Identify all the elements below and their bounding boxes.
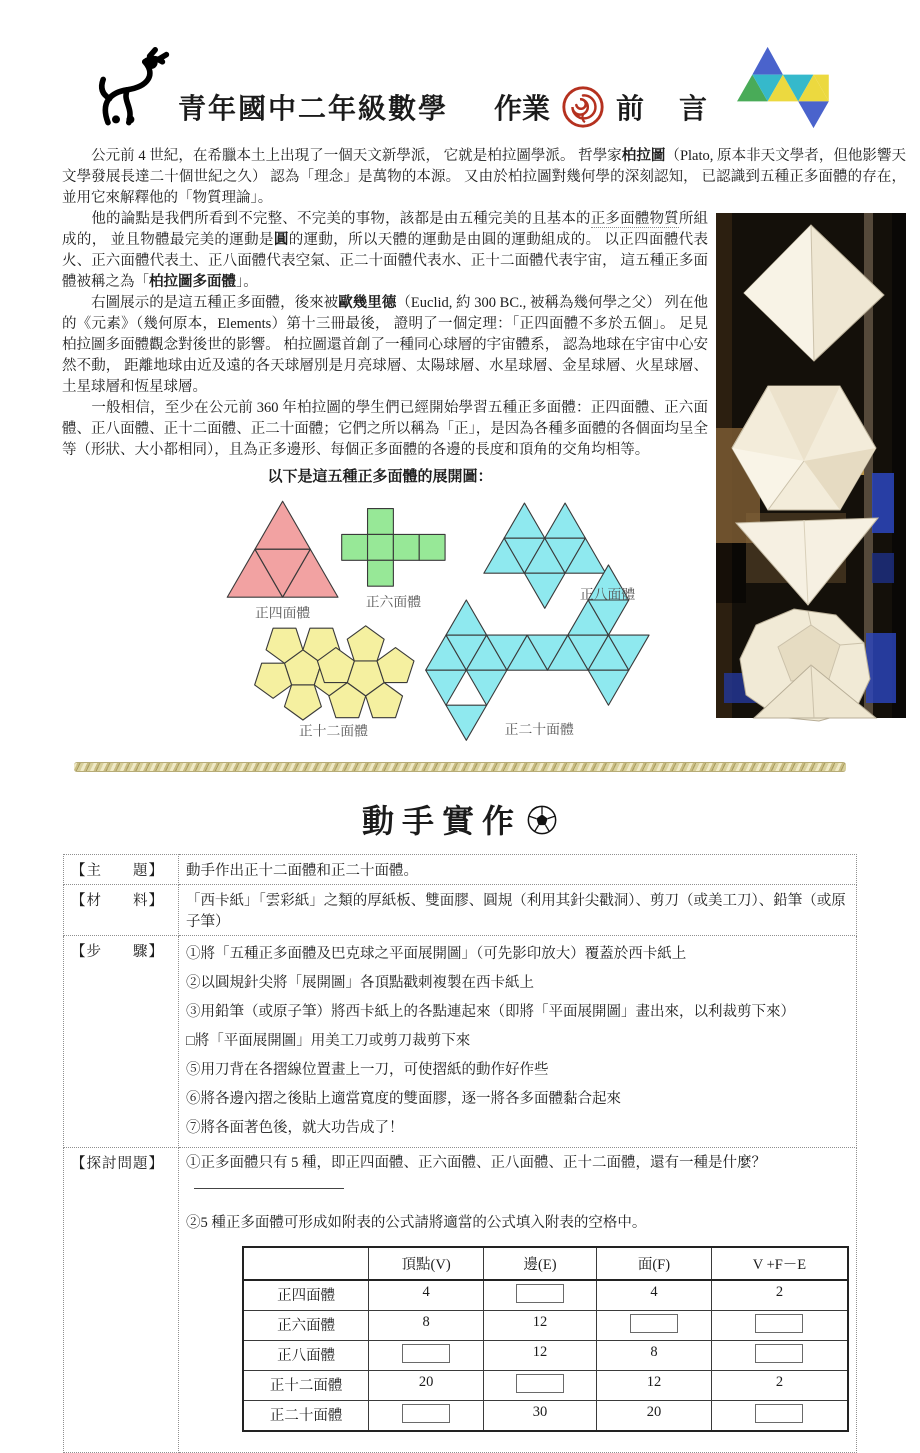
text-segment: （Plato, 原本非天文學者，但他影響天文學發展長達二十個世紀之久） 認為「理念」是萬物的本源。 又由於柏拉圖對幾何學的深刻認知， 已認識到五種正多面體的存在，並用它來解釋他的「物質理論」。 [62,148,907,206]
text-segment: 歐幾里德 [338,295,397,311]
fill-in-box [516,1374,564,1393]
materials-label: 【材 料】 [64,885,179,936]
value-cell: 8 [369,1311,484,1341]
table-row [243,1401,848,1432]
step-item: ⑦將各面著色後，就大功告成了！ [186,1120,404,1136]
fill-in-box [755,1344,803,1363]
row-header: 正二十面體 [243,1401,369,1432]
theme-value: 動手作出正十二面體和正二十面體。 [179,855,857,885]
text-segment: 他的論點是我們所看到不完整、不完美的事物，該都是由五種完美的且基本的 [62,211,591,227]
fill-in-box [755,1314,803,1333]
fill-in-box [402,1404,450,1423]
answer-blank-line [194,1174,344,1189]
red-seal-icon [560,82,606,130]
materials-value: 「西卡紙」「雲彩紙」之類的厚紙板、雙面膠、圓規（利用其針尖戳洞）、剪刀（或美工刀）、鉛筆（或原子筆） [179,885,857,936]
net-label-dodecahedron: 正十二面體 [298,723,368,739]
net-label-tetrahedron: 正四面體 [254,605,311,621]
fill-in-box [402,1344,450,1363]
value-cell: 12 [597,1371,712,1401]
table-row [243,1371,848,1401]
intro-section [62,146,906,744]
row-header: 正十二面體 [243,1371,369,1401]
activity-title-text: 動手實作 [361,803,522,839]
step-item: ⑥將各邊內摺之後貼上適當寬度的雙面膠，逐一將各多面體黏合起來 [186,1091,621,1107]
step-item: ③用鉛筆（或原子筆）將西卡紙上的各點連起來（即將「平面展開圖」畫出來，以利裁剪下來） [186,1004,795,1020]
column-header: V +F－E [711,1247,848,1280]
empty-cell [711,1341,848,1371]
question-1-text: ①正多面體只有 5 種，即正四面體、正六面體、正八面體、正十二面體，還有一種是什麼？ [186,1155,766,1171]
rope-divider [74,762,846,772]
value-cell: 2 [711,1280,848,1311]
value-cell: 30 [484,1401,597,1432]
step-item: ①將「五種正多面體及巴克球之平面展開圖」（可先影印放大）覆蓋於西卡紙上 [186,946,687,962]
polyhedra-nets-figure [98,492,698,744]
text-segment: 的運動，所以天體的運動是由圓的運動組成的。 以正四面體代表火、正六面體代表土、正八面體代表空氣、正二十面體代表水、正十二面體代表宇宙， 這五種正多面體被稱之為「 [62,232,709,290]
questions-label: 【探討問題】 [64,1148,179,1453]
table-row [243,1311,848,1341]
theme-label: 【主 題】 [64,855,179,885]
nets-caption: 以下是這五種正多面體的展開圖： [267,469,493,485]
value-cell: 8 [597,1341,712,1371]
text-segment: 」。 [236,274,258,290]
intro-paragraph-1 [62,146,906,209]
value-cell: 4 [369,1280,484,1311]
row-header: 正八面體 [243,1341,369,1371]
column-header [243,1247,369,1280]
tetrahedron-net [227,501,338,597]
cube-net [342,509,445,587]
text-segment: （Euclid, 約 300 BC., 被稱為幾何學之父） 列在他的《元素》（幾何原本，Elements）第十三冊最後， 證明了一個定理：「正四面體不多於五個」。 足見柏拉圖多面體觀念對後世的影響。 柏拉圖還首創了一種同心球層的宇宙體系， 認為地球在宇宙中心安然不動， 距離地球由近及遠的各天球層別是月亮球層、太陽球層、水星球層、金星球層、火星球層、 土星球層和恆星球層。 [62,295,708,395]
row-header: 正四面體 [243,1280,369,1311]
table-row [243,1341,848,1371]
row-header: 正六面體 [243,1311,369,1341]
worksheet-page [0,44,920,1424]
fill-in-box [630,1314,678,1333]
text-segment: 右圖展示的是這五種正多面體，後來被 [62,295,339,311]
section-heading: 前 言 [616,94,722,125]
value-cell: 20 [597,1401,712,1432]
materials-row [64,885,857,936]
value-cell: 2 [711,1371,848,1401]
text-segment: 公元前 4 世紀，在希臘本土上出現了一個天文新學派， 它就是柏拉圖學派。 哲學家 [62,148,622,164]
column-header: 頂點(V) [369,1247,484,1280]
text-segment: 正多面體物質 [590,211,679,227]
dragon-logo-icon [92,48,172,130]
worksheet-table [63,854,857,1453]
questions-row [64,1148,857,1453]
question-2: ②5 種正多面體可形成如附表的公式請將適當的公式填入附表的空格中。 [186,1215,647,1231]
text-segment: 柏拉圖多面體 [149,274,236,290]
page-subtitle: 作業 [494,94,551,125]
text-segment: 圓 [273,232,289,248]
text-segment: 所組成的， 並且物體最完美的運動是 [62,211,709,248]
soccer-ball-icon [526,804,558,836]
euler-formula-table [242,1246,849,1432]
page-header [92,44,864,130]
steps-list [179,936,857,1148]
net-label-icosahedron: 正二十面體 [504,721,574,737]
step-item: ⑤用刀背在各摺線位置畫上一刀，可使摺紙的動作好作些 [186,1062,549,1078]
value-cell: 12 [484,1311,597,1341]
empty-cell [597,1311,712,1341]
empty-cell [711,1401,848,1432]
step-item: ②以圓規針尖將「展開圖」各頂點戳刺複製在西卡紙上 [186,975,534,991]
value-cell: 20 [369,1371,484,1401]
polyhedra-models-photo [716,213,906,718]
page-title: 青年國中二年級數學 [178,94,449,125]
empty-cell [369,1341,484,1371]
empty-cell [484,1280,597,1311]
steps-row [64,936,857,1148]
text-segment: 一般相信，至少在公元前 360 年柏拉圖的學生們已經開始學習五種正多面體：正四面體、正六面體、正八面體、正十二面體、正二十面體；它們之所以稱為「正」，是因為各種多面體的各個面均呈全等（形狀、大小都相同），且為正多邊形、每個正多面體的各邊的長度和頂角的交角均相等。 [62,400,708,458]
empty-cell [484,1371,597,1401]
net-label-octahedron: 正八面體 [579,587,636,603]
value-cell: 12 [484,1341,597,1371]
step-item: □將「平面展開圖」用美工刀或剪刀裁剪下來 [186,1033,471,1049]
text-segment: 柏拉圖 [621,148,666,164]
questions-cell [179,1148,857,1453]
fill-in-box [516,1284,564,1303]
question-1 [186,1152,849,1196]
activity-section-title [0,796,920,842]
triangle-net-logo-icon [729,44,833,130]
fill-in-box [755,1404,803,1423]
value-cell: 4 [597,1280,712,1311]
column-header: 面(F) [597,1247,712,1280]
steps-label: 【步 驟】 [64,936,179,1148]
table-row [243,1280,848,1311]
empty-cell [369,1401,484,1432]
dodecahedron-net [255,626,414,720]
net-label-cube: 正六面體 [365,594,422,610]
theme-row [64,855,857,885]
column-header: 邊(E) [484,1247,597,1280]
empty-cell [711,1311,848,1341]
